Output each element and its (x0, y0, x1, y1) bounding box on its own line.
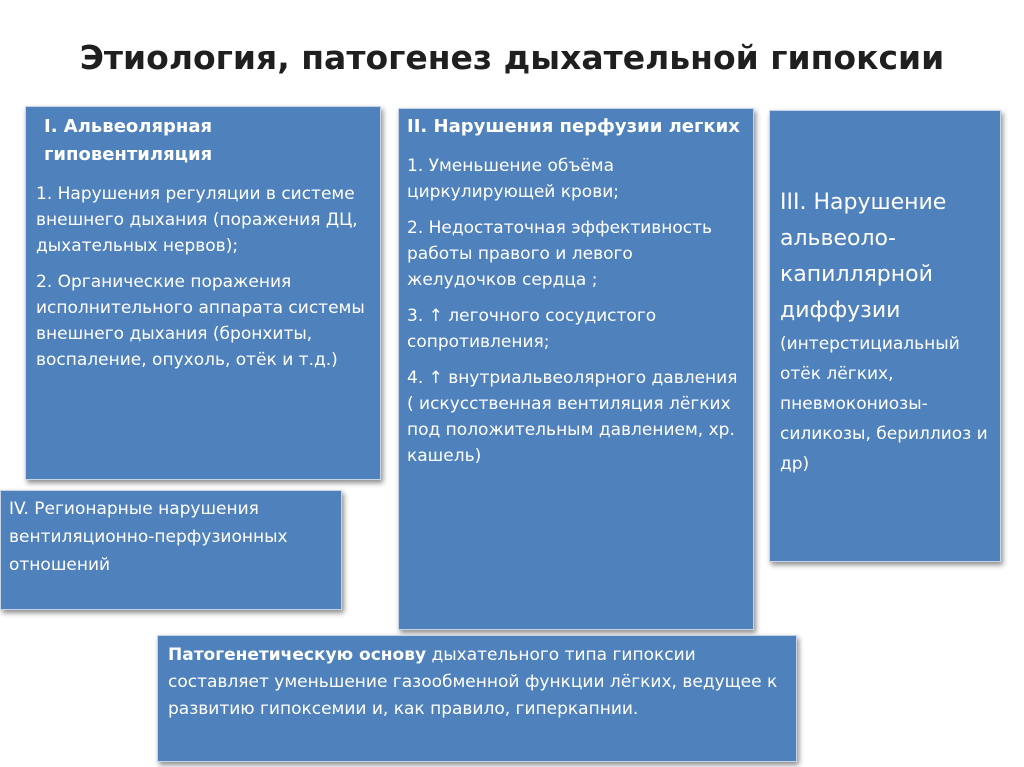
alveolar-hypoventilation-box (25, 106, 381, 480)
box1-heading-line1: I. Альвеолярная (44, 116, 213, 137)
box1-item-2: 2. Органические поражения исполнительного аппарата системы внешнего дыхания (бронхиты, воспаление, опухоль, отёк и т.д.) (36, 272, 365, 370)
box1-heading-line2: гиповентиляция (44, 144, 213, 165)
box2-item-4: 4. ↑ внутриальвеолярного давления ( искусственная вентиляция лёгких под положительным давлением, хр. кашель) (407, 368, 738, 466)
box1-heading (36, 113, 372, 169)
box4-text: IV. Регионарные нарушения вентиляционно-перфузионных отношений (9, 499, 288, 575)
slide-title: Этиология, патогенез дыхательной гипоксии (79, 38, 945, 77)
box2-item-3: 3. ↑ легочного сосудистого сопротивления; (407, 306, 657, 352)
box5-rest: дыхательного типа гипоксии составляет уменьшение газообменной функции лёгких, ведущее к развитию гипоксемии и, как правило, гиперкапнии. (168, 645, 778, 719)
box3-detail: (интерстициальный отёк лёгких, пневмокониозы- силикозы, бериллиоз и др) (780, 334, 988, 474)
box5-bold: Патогенетическую основу (168, 645, 427, 665)
box3-heading: III. Нарушение альвеоло-капиллярной диффузии (780, 190, 947, 323)
regional-vq-box (0, 490, 342, 610)
box5-text (168, 642, 790, 723)
box1-item-1: 1. Нарушения регуляции в системе внешнего дыхания (поражения ДЦ, дыхательных нервов); (36, 184, 358, 256)
box2-item-2: 2. Недостаточная эффективность работы правого и левого желудочков сердца ; (407, 218, 713, 290)
diffusion-disorder-box (769, 110, 1001, 562)
pathogenesis-summary-box (157, 635, 797, 762)
box2-heading: II. Нарушения перфузии легких (407, 116, 740, 137)
perfusion-disorders-box (398, 108, 754, 630)
box2-item-1: 1. Уменьшение объёма циркулирующей крови; (407, 156, 619, 202)
